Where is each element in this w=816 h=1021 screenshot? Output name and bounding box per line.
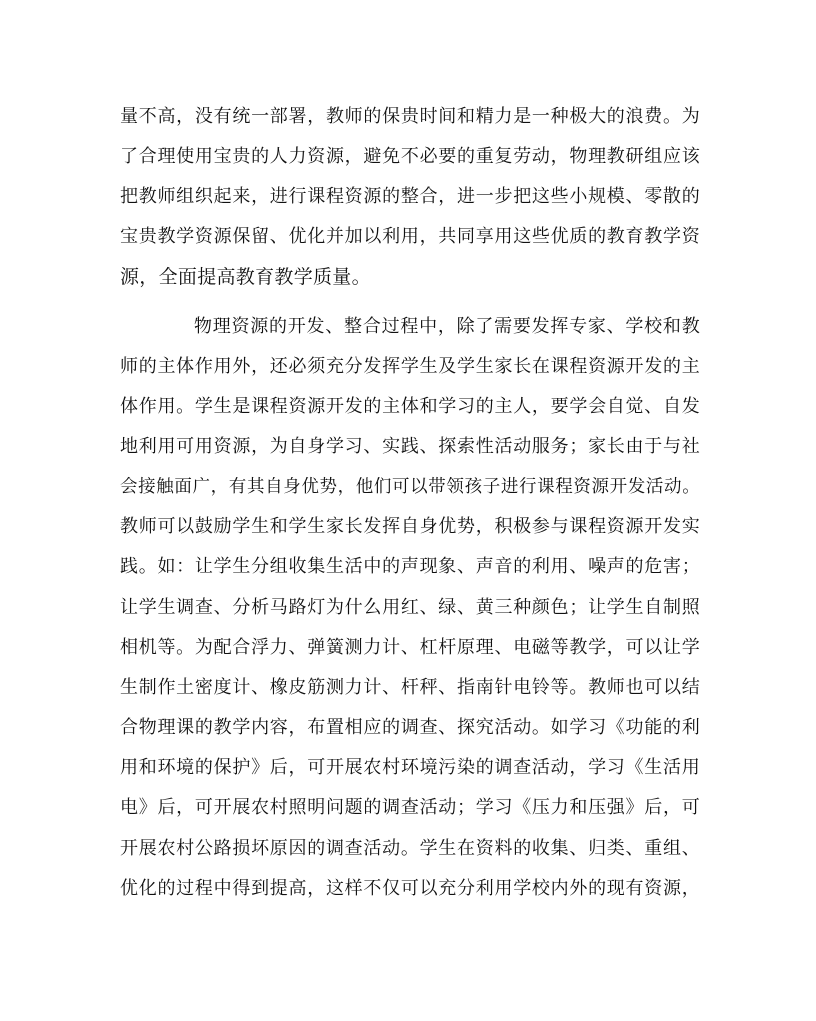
text-line: 量不高，没有统一部署，教师的保贵时间和精力是一种极大的浪费。为 <box>120 106 700 127</box>
text-line: 让学生调查、分析马路灯为什么用红、绿、黄三种颜色；让学生自制照 <box>120 597 700 618</box>
text-line: 生制作土密度计、橡皮筋测力计、杆秤、指南针电铃等。教师也可以结 <box>120 677 700 698</box>
text-line: 把教师组织起来，进行课程资源的整合，进一步把这些小规模、零散的 <box>120 186 700 207</box>
text-line: 践。如：让学生分组收集生活中的声现象、声音的利用、噪声的危害； <box>120 556 700 577</box>
text-line: 师的主体作用外，还必须充分发挥学生及学生家长在课程资源开发的主 <box>120 356 700 377</box>
text-line: 用和环境的保护》后，可开展农村环境污染的调查活动，学习《生活用 <box>120 757 700 778</box>
text-line: 了合理使用宝贵的人力资源，避免不必要的重复劳动，物理教研组应该 <box>120 146 700 167</box>
text-line: 地利用可用资源，为自身学习、实践、探索性活动服务；家长由于与社 <box>120 436 700 457</box>
text-line: 合物理课的教学内容，布置相应的调查、探究活动。如学习《功能的利 <box>120 717 700 738</box>
text-line: 开展农村公路损坏原因的调查活动。学生在资料的收集、归类、重组、 <box>120 838 700 859</box>
text-line: 宝贵教学资源保留、优化并加以利用，共同享用这些优质的教育教学资 <box>120 226 700 247</box>
text-line: 会接触面广，有其自身优势，他们可以带领孩子进行课程资源开发活动。 <box>120 477 700 497</box>
text-line: 教师可以鼓励学生和学生家长发挥自身优势，积极参与课程资源开发实 <box>120 516 700 537</box>
text-line: 源，全面提高教育教学质量。 <box>120 266 371 288</box>
text-line: 优化的过程中得到提高，这样不仅可以充分利用学校内外的现有资源， <box>120 878 700 899</box>
text-line: 物理资源的开发、整合过程中，除了需要发挥专家、学校和教 <box>194 316 700 337</box>
text-line: 电》后，可开展农村照明问题的调查活动；学习《压力和压强》后，可 <box>120 797 700 818</box>
text-line: 相机等。为配合浮力、弹簧测力计、杠杆原理、电磁等教学，可以让学 <box>120 637 700 658</box>
text-line: 体作用。学生是课程资源开发的主体和学习的主人，要学会自觉、自发 <box>120 396 700 417</box>
